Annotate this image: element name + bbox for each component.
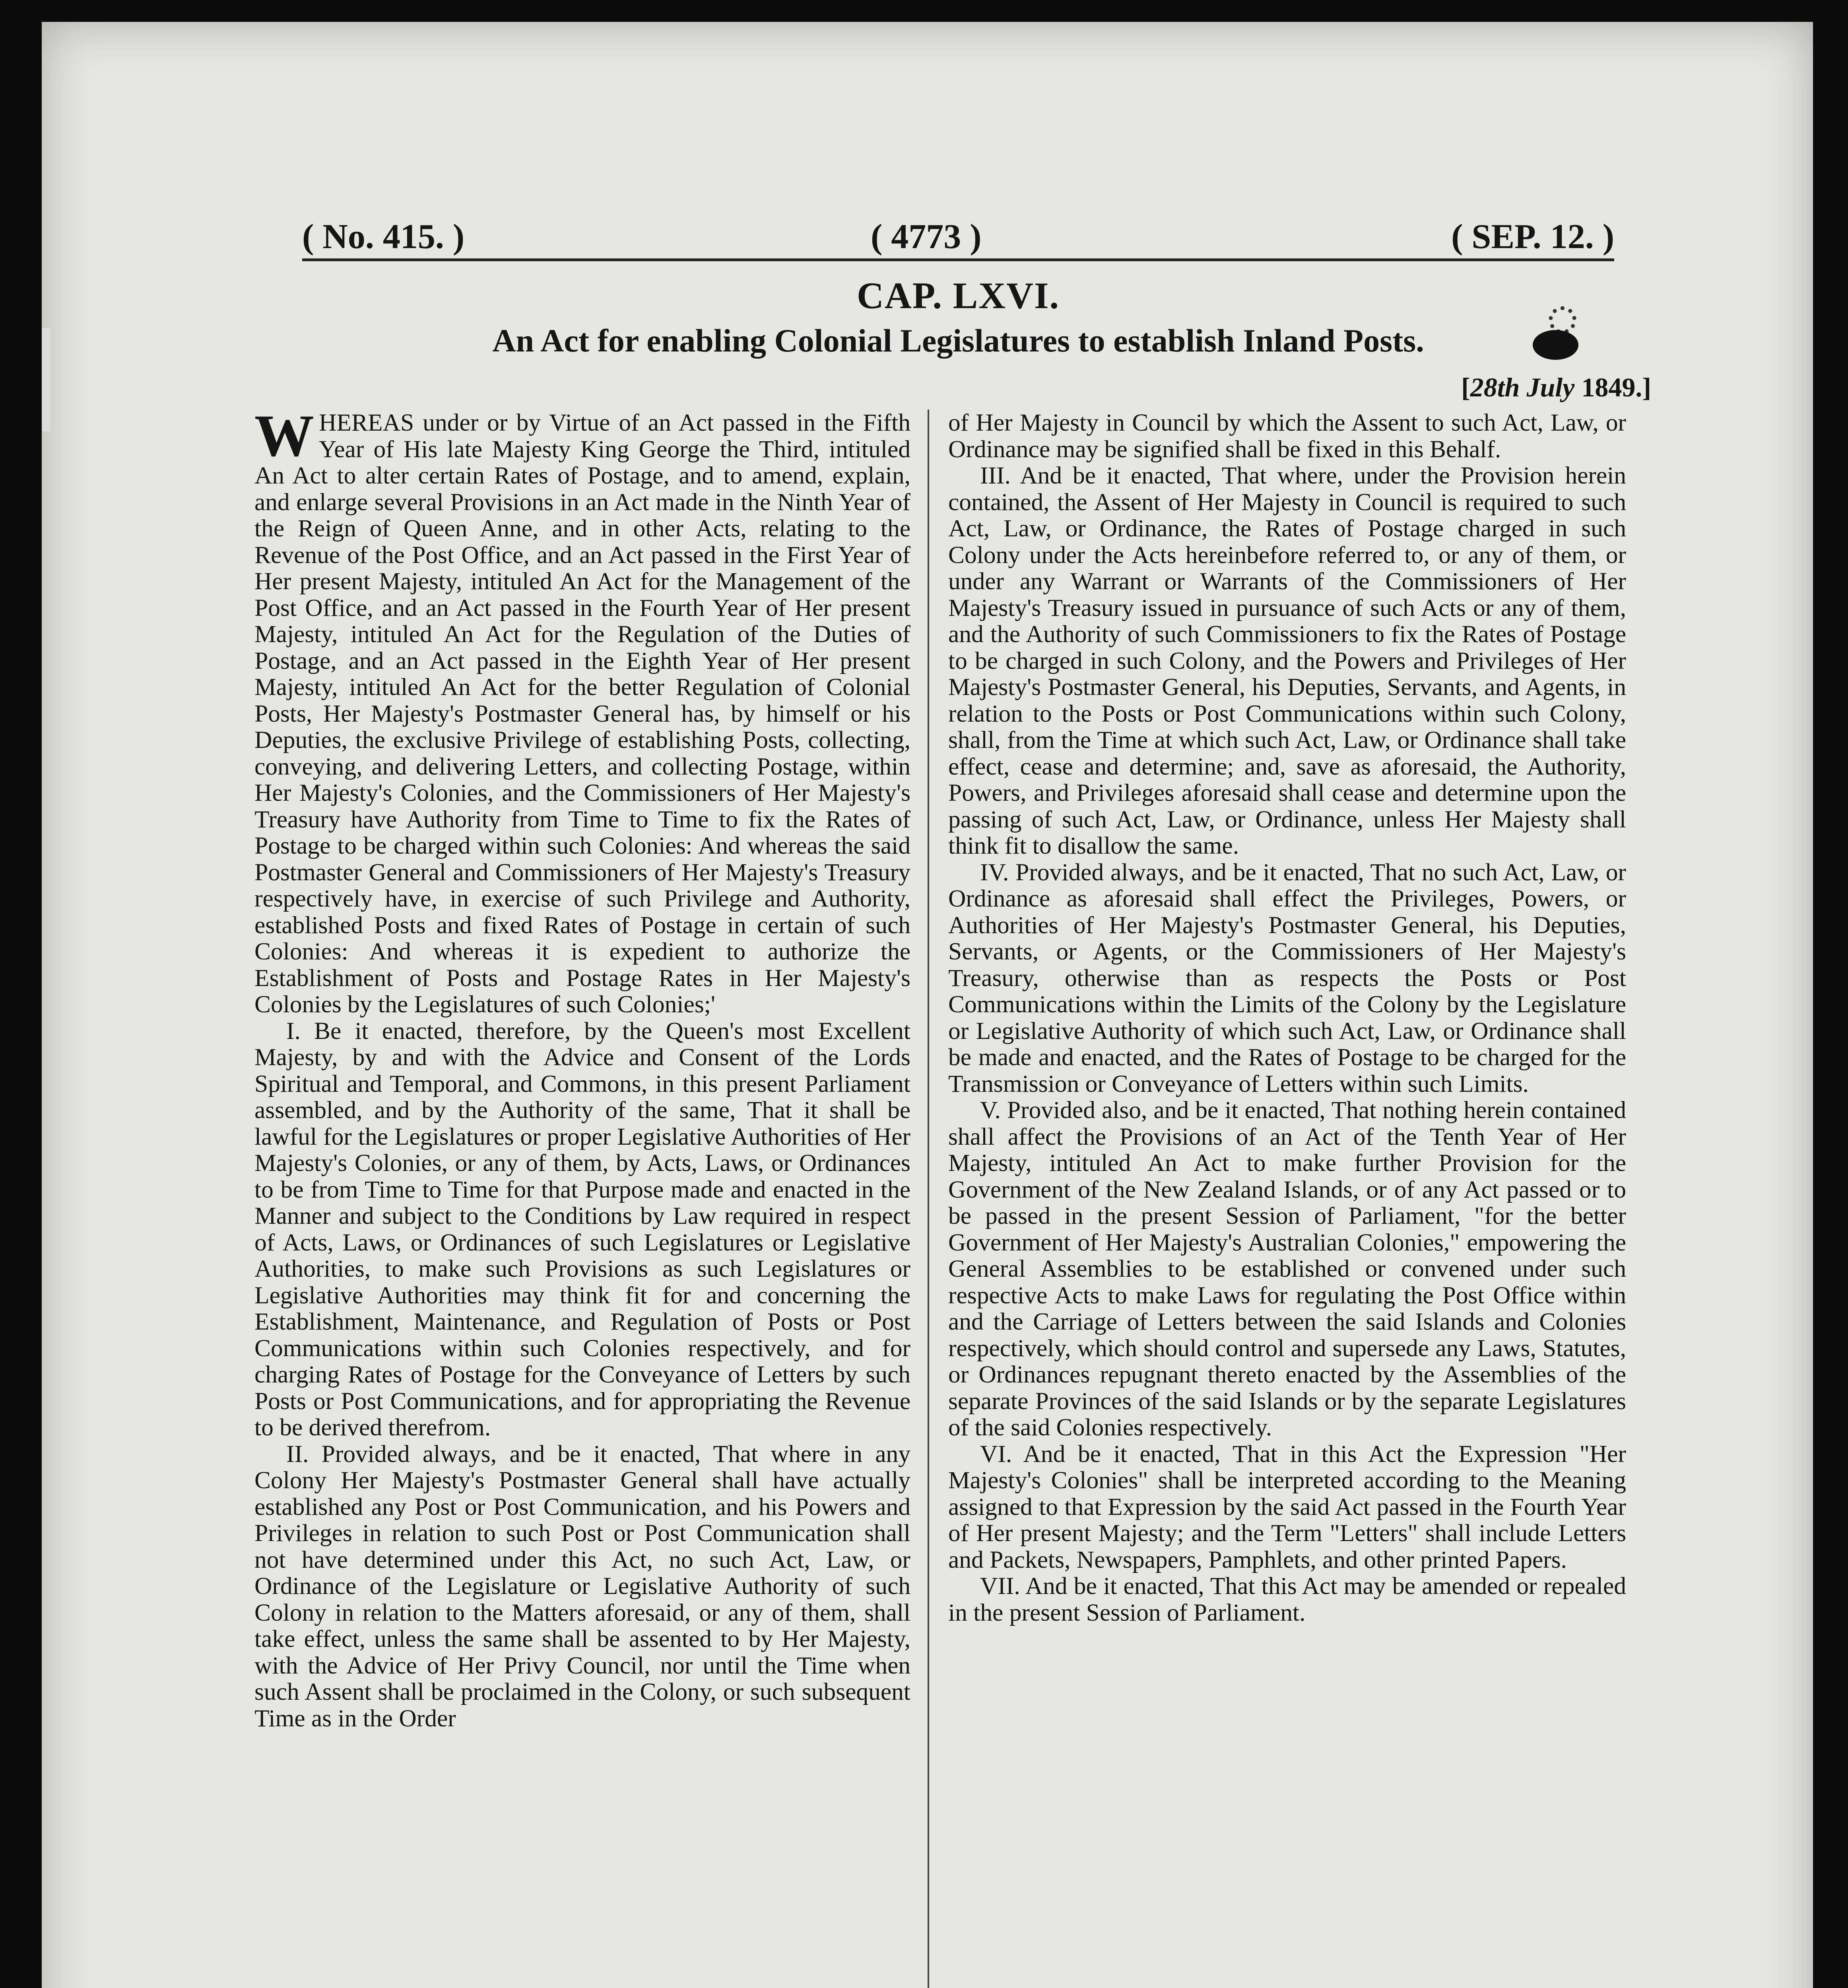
section-3: III. And be it enacted, That where, under the Provision herein contained, the Assent of Her Majesty in Council is required to such Act, Law, or Ordinance, the Rates of Postage charged in such Colony under the Acts hereinbefore referred to, or any of them, or under any Warrant or Warrants of the Commissioners of Her Majesty's Treasury issued in pursuance of such Acts or any of them, and the Authority of such Commissioners to fix the Rates of Postage to be charged in such Colony, and the Powers and Privileges of Her Majesty's Postmaster General, his Deputies, Servants, and Agents, in relation to the Posts or Post Communications within such Colony, shall, from the Time at which such Act, Law, or Ordinance shall take effect, cease and determine; and, save as aforesaid, the Authority, Powers, and Privileges aforesaid shall cease and determine upon the passing of such Act, Law, or Ordinance, unless Her Majesty shall think fit to disallow the same. — [948, 462, 1626, 859]
section-5: V. Provided also, and be it enacted, That nothing herein contained shall affect the Provisions of an Act of the Tenth Year of Her Majesty, intituled An Act to make further Provision for the Government of the New Zealand Islands, or of any Act passed or to be passed in the present Session of Parliament, "for the better Government of Her Majesty's Australian Colonies," empowering the General Assemblies to be established or convened under such respective Acts to make Laws for regulating the Post Office within and the Carriage of Letters between the said Islands and Colonies respectively, which should control and supersede any Laws, Statutes, or Ordinances repugnant thereto enacted by the Assemblies of the separate Provinces of the said Islands or by the separate Legislatures of the said Colonies respectively. — [948, 1097, 1626, 1441]
left-column — [254, 403, 910, 1988]
ink-blot — [1533, 330, 1578, 360]
running-header — [302, 201, 1614, 260]
act-date-year: 1849.] — [1574, 372, 1651, 402]
section-7: VII. And be it enacted, That this Act may be amended or repealed in the present Session of Parliament. — [948, 1573, 1626, 1626]
body-columns — [254, 403, 1626, 1988]
gazette-number: ( No. 415. ) — [302, 217, 465, 256]
preamble-text: HEREAS under or by Virtue of an Act passed in the Fifth Year of His late Majesty King George the Third, intituled An Act to alter certain Rates of Postage, and to amend, explain, and enlarge several Provisions in an Act made in the Ninth Year of the Reign of Queen Anne, and in other Acts, relating to the Revenue of the Post Office, and an Act passed in the First Year of Her present Majesty, intituled An Act for the Management of the Post Office, and an Act passed in the Fourth Year of Her present Majesty, intituled An Act for the Regulation of the Duties of Postage, and an Act passed in the Eighth Year of Her present Majesty, intituled An Act for the better Regulation of Colonial Posts, Her Majesty's Postmaster General has, by himself or his Deputies, the exclusive Privilege of establishing Posts, collecting, conveying, and delivering Letters, and collecting Postage, within Her Majesty's Colonies, and the Commissioners of Her Majesty's Treasury have Authority from Time to Time to fix the Rates of Postage to be charged within such Colonies: And whereas the said Postmaster General and Commissioners of Her Majesty's Treasury respectively have, in exercise of such Privilege and Authority, established Posts and fixed Rates of Postage in certain of such Colonies: And whereas it is expedient to authorize the Establishment of Posts and Postage Rates in Her Majesty's Colonies by the Legislatures of such Colonies;' — [254, 409, 910, 1018]
section-2-continued: of Her Majesty in Council by which the Assent to such Act, Law, or Ordinance may be signified shall be fixed in this Behalf. — [948, 409, 1626, 463]
section-1: I. Be it enacted, therefore, by the Queen's most Excellent Majesty, by and with the Advice and Consent of the Lords Spiritual and Temporal, and Commons, in this present Parliament assembled, and by the Authority of the same, That it shall be lawful for the Legislatures or proper Legislative Authorities of Her Majesty's Colonies, or any of them, by Acts, Laws, or Ordinances to be from Time to Time for that Purpose made and enacted in the Manner and subject to the Conditions by Law required in respect of Acts, Laws, or Ordinances of such Legislatures or Legislative Authorities, to make such Provisions as such Legislatures or Legislative Authorities may think fit for and concerning the Establishment, Maintenance, and Regulation of Posts or Post Communications within such Colonies respectively, and for charging Rates of Postage for the Conveyance of Letters by such Posts or Post Communications, and for appropriating the Revenue to be derived therefrom. — [254, 1017, 910, 1441]
column-divider — [928, 410, 929, 1988]
drop-initial: W — [254, 403, 314, 469]
section-4: IV. Provided always, and be it enacted, That no such Act, Law, or Ordinance as aforesaid shall effect the Privileges, Powers, or Authorities of Her Majesty's Postmaster General, his Deputies, Servants, or Agents, or the Commissioners of Her Majesty's Treasury, otherwise than as respects the Posts or Post Communications within the Limits of the Colony by the Legislature or Legislative Authority of which such Act, Law, or Ordinance shall be made and enacted, and the Rates of Postage to be charged for the Transmission or Conveyance of Letters within such Limits. — [948, 858, 1626, 1097]
preamble — [254, 403, 910, 1018]
issue-date: ( SEP. 12. ) — [1451, 217, 1614, 256]
chapter-heading: CAP. LXVI. — [856, 275, 1060, 316]
act-date — [1461, 372, 1651, 403]
section-2: II. Provided always, and be it enacted, That where in any Colony Her Majesty's Postmaster General shall have actually established any Post or Post Communication, and his Powers and Privileges in relation to such Post or Post Communication shall not have determined under this Act, no such Act, Law, or Ordinance of the Legislature or Legislative Authority of such Colony in relation to the Matters aforesaid, or any of them, shall take effect, unless the same shall be assented to by Her Majesty, with the Advice of Her Privy Council, nor until the Time when such Assent shall be proclaimed in the Colony, or such subsequent Time as in the Order — [254, 1440, 910, 1732]
act-date-day: 28th July — [1470, 372, 1575, 402]
page-edge-mark — [42, 328, 50, 431]
header-rule — [302, 258, 1614, 261]
section-6: VI. And be it enacted, That in this Act the Expression "Her Majesty's Colonies" shall be interpreted according to the Meaning assigned to that Expression by the said Act passed in the Fourth Year of Her present Majesty; and the Term "Letters" shall include Letters and Packets, Newspapers, Pamphlets, and other printed Papers. — [948, 1440, 1626, 1573]
page-number: ( 4773 ) — [871, 217, 982, 256]
right-column — [948, 410, 1626, 1988]
act-title: An Act for enabling Colonial Legislatures to establish Inland Posts. — [492, 322, 1424, 359]
act-date-open: [ — [1461, 372, 1470, 402]
